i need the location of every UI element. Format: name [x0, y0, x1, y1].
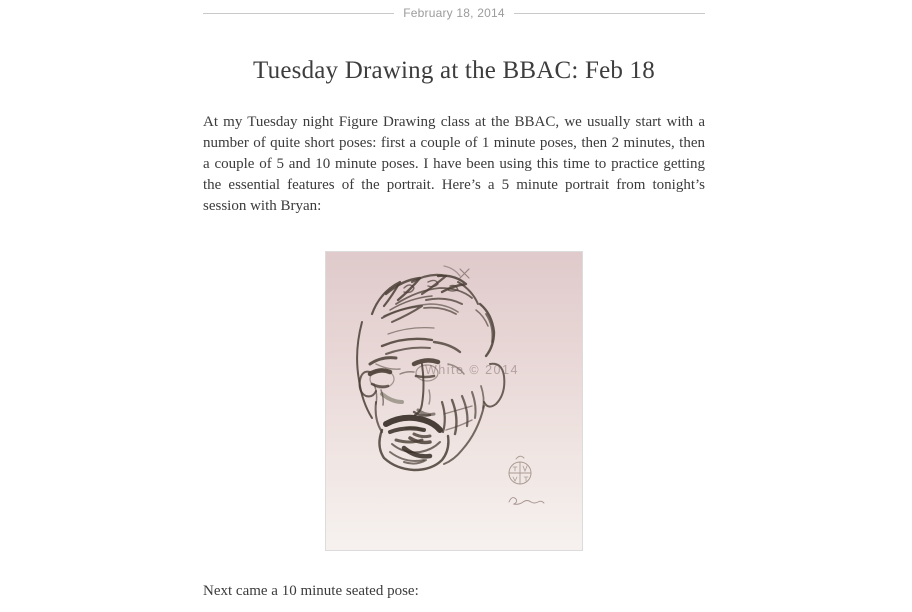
portrait-sketch-svg: [326, 252, 582, 550]
divider-line-left: [203, 13, 394, 14]
divider-line-right: [514, 13, 705, 14]
post-paragraph: At my Tuesday night Figure Drawing class at the BBAC, we usually start with a number of quite short poses: first a couple of 1 minute poses, then 2 minutes, then a couple of 5 and 10 minute poses. I have been using this time to practice getting the essential features of the portrait. Here’s a 5 minute portrait from tonight’s session with Bryan:: [203, 114, 705, 214]
post-date: February 18, 2014: [403, 6, 505, 20]
watermark-text: White © 2014: [425, 363, 519, 377]
post-paragraph-closing: Next came a 10 minute seated pose:: [203, 583, 419, 599]
portrait-image[interactable]: [325, 251, 583, 551]
post-title: Tuesday Drawing at the BBAC: Feb 18: [253, 57, 655, 84]
post-date-row: [203, 6, 705, 20]
blog-post: [203, 0, 705, 602]
